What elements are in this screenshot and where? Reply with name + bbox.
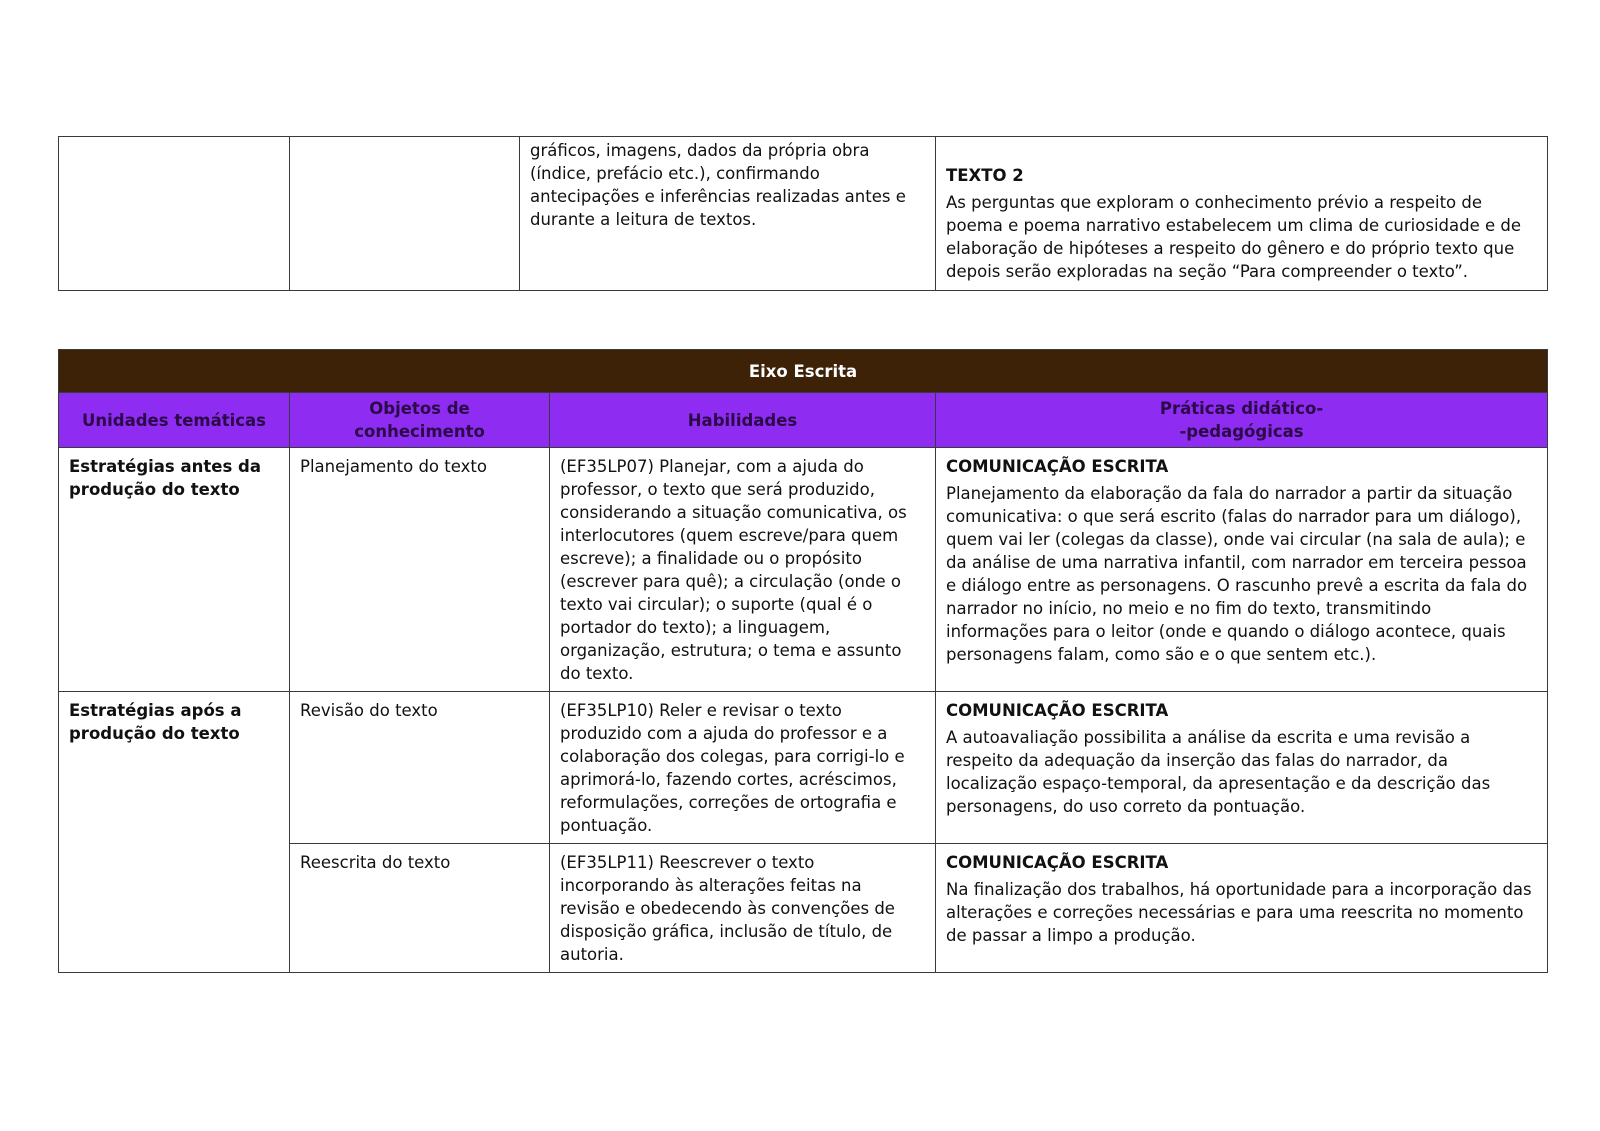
- header-row: [59, 393, 1548, 448]
- cell-unidade: [59, 448, 290, 692]
- habilidade-continued-text: gráficos, imagens, dados da própria obra (índice, prefácio etc.), confirmando antecipações e inferências realizadas antes e durante a leitura de textos.: [530, 141, 906, 229]
- cell-habilidade: [550, 692, 936, 844]
- pratica-text: A autoavaliação possibilita a análise da escrita e uma revisão a respeito da adequação da inserção das falas do narrador, da localização espaço-temporal, da apresentação e da descrição das personagens, do uso correto da pontuação.: [946, 728, 1491, 816]
- table-row: [59, 448, 1548, 692]
- header-praticas: [936, 393, 1548, 448]
- cell-unidade: [59, 692, 290, 973]
- header-habilidades: Habilidades: [550, 393, 936, 448]
- habilidade-text: (EF35LP07) Planejar, com a ajuda do professor, o texto que será produzido, considerando a situação comunicativa, os interlocutores (quem escreve/para quem escreve); a finalidade ou o propósito (escrever para quê); a circulação (onde o texto vai circular); o suporte (qual é o portador do texto); a linguagem, organização, estrutura; o tema e assunto do texto.: [560, 457, 907, 683]
- table-title-row: [59, 350, 1548, 393]
- pratica-text: Planejamento da elaboração da fala do narrador a partir da situação comunicativa: o que será escrito (falas do narrador para um diálogo), quem vai ler (colegas da classe), onde vai circular (na sala de aula); e da análise de uma narrativa infantil, com narrador em terceira pessoa e diálogo entre as personagens. O rascunho prevê a escrita da fala do narrador no início, no meio e no fim do texto, transmitindo informações para o leitor (onde e quando o diálogo acontece, quais personagens falam, como são e o que sentem etc.).: [946, 484, 1528, 664]
- pratica-title: COMUNICAÇÃO ESCRITA: [946, 701, 1169, 720]
- cell-pratica: [936, 448, 1548, 692]
- cell-objeto: [290, 448, 550, 692]
- cell-pratica: [936, 844, 1548, 973]
- unidade-text: Estratégias após a produção do texto: [69, 701, 242, 743]
- eixo-escrita-title: Eixo Escrita: [59, 350, 1548, 393]
- objeto-text: Planejamento do texto: [300, 457, 487, 476]
- texto2-title: TEXTO 2: [946, 166, 1024, 185]
- objeto-text: Revisão do texto: [300, 701, 438, 720]
- habilidade-text: (EF35LP10) Reler e revisar o texto produzido com a ajuda do professor e a colaboração dos colegas, para corrigi-lo e aprimorá-lo, fazendo cortes, acréscimos, reformulações, correções de ortografia e pontuação.: [560, 701, 905, 835]
- cell-objeto: [290, 692, 550, 844]
- cell-objeto: [290, 844, 550, 973]
- habilidade-text: (EF35LP11) Reescrever o texto incorporando às alterações feitas na revisão e obedecendo às convenções de disposição gráfica, inclusão de título, de autoria.: [560, 853, 895, 964]
- header-unidades: Unidades temáticas: [59, 393, 290, 448]
- cell-pratica: [936, 692, 1548, 844]
- pratica-title: COMUNICAÇÃO ESCRITA: [946, 457, 1169, 476]
- header-objetos: Objetos de conhecimento: [290, 393, 550, 448]
- continuation-table: [58, 136, 1548, 291]
- cell-pratica-texto2: [936, 137, 1548, 291]
- table-row: [59, 692, 1548, 844]
- eixo-escrita-table: [58, 349, 1548, 973]
- unidade-text: Estratégias antes da produção do texto: [69, 457, 261, 499]
- cell-habilidade: [550, 844, 936, 973]
- pratica-title: COMUNICAÇÃO ESCRITA: [946, 853, 1169, 872]
- cell-objeto-empty: [290, 137, 520, 291]
- header-praticas-line2: -pedagógicas: [1179, 422, 1304, 441]
- continuation-row: [59, 137, 1548, 291]
- objeto-text: Reescrita do texto: [300, 853, 451, 872]
- cell-habilidade-continued: [520, 137, 936, 291]
- cell-habilidade: [550, 448, 936, 692]
- texto2-text: As perguntas que exploram o conhecimento prévio a respeito de poema e poema narrativo estabelecem um clima de curiosidade e de elaboração de hipóteses a respeito do gênero e do próprio texto que depois serão exploradas na seção “Para compreender o texto”.: [946, 193, 1522, 281]
- cell-unidade-empty: [59, 137, 290, 291]
- header-praticas-line1: Práticas didático-: [1159, 399, 1324, 418]
- pratica-text: Na finalização dos trabalhos, há oportunidade para a incorporação das alterações e correções necessárias e para uma reescrita no momento de passar a limpo a produção.: [946, 880, 1532, 945]
